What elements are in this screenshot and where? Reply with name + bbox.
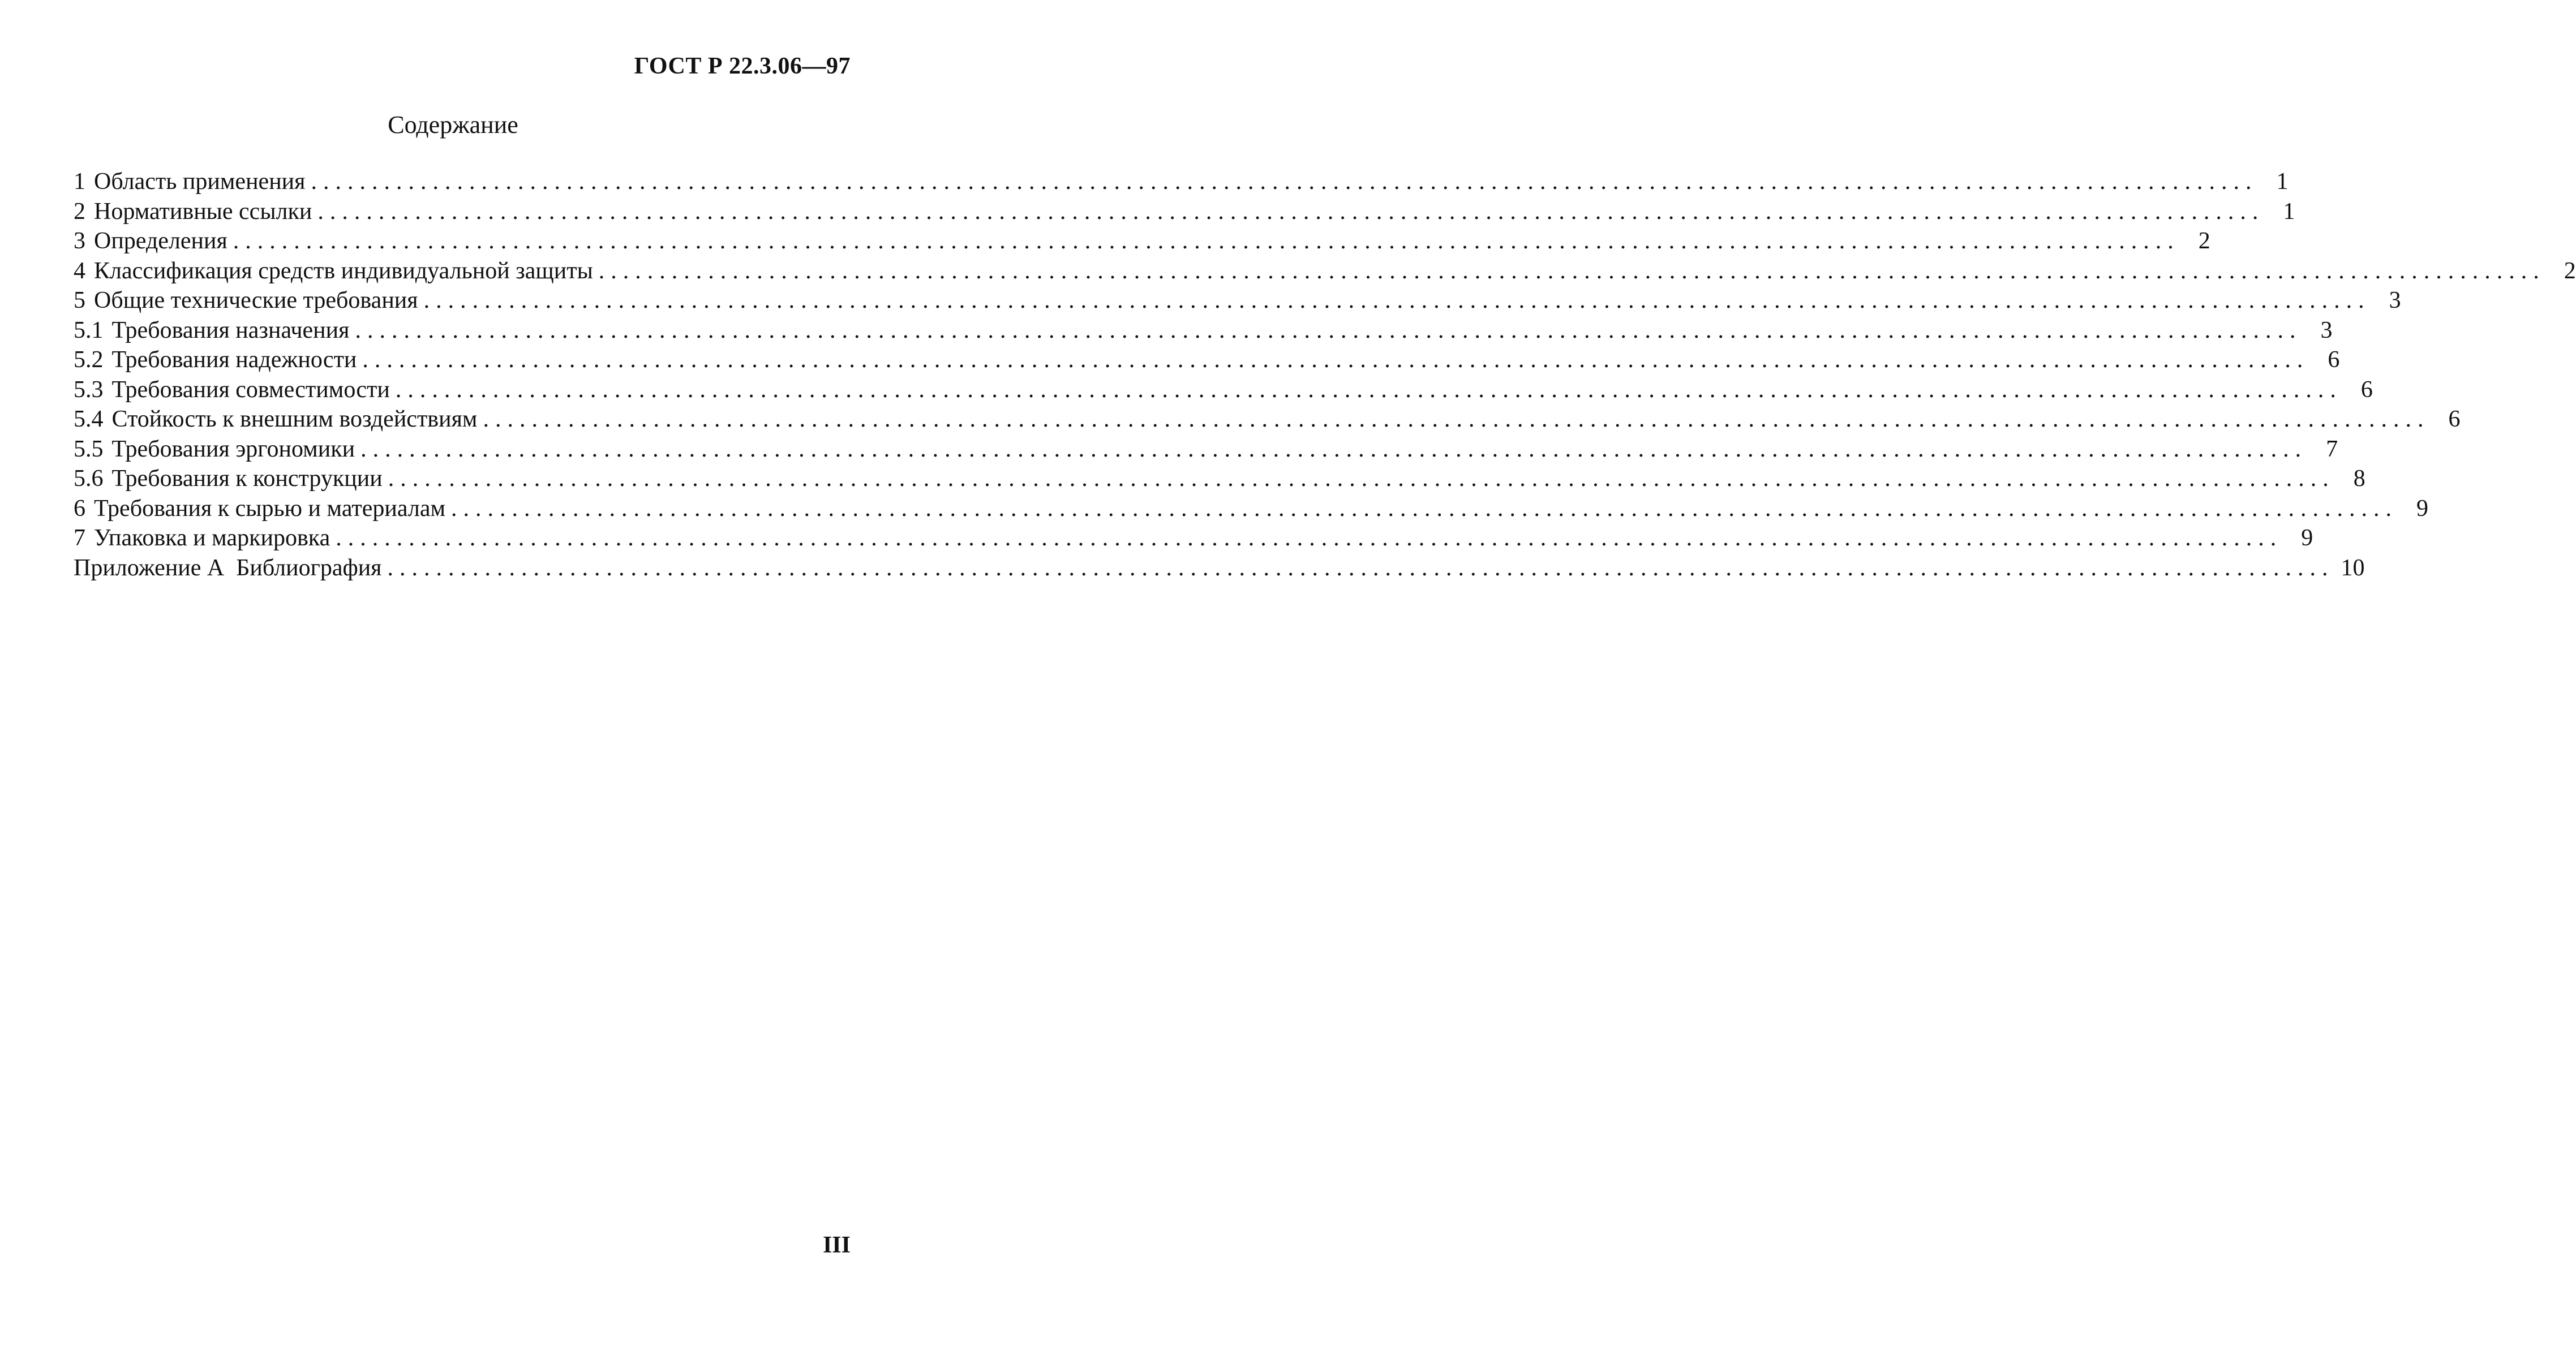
toc-entry-page: 6 [2328, 347, 2340, 373]
toc-entry-number: 5.3 [74, 376, 104, 403]
toc-entry-1[interactable] [74, 168, 2289, 198]
toc-entry-title: Требования совместимости [111, 376, 390, 403]
dot-leader: ................................................................................................................................................................ [451, 495, 2398, 522]
dot-leader: ................................................................................................................................................................ [388, 466, 2335, 492]
toc-entry-number: 6 [74, 495, 85, 522]
toc-heading: Содержание [388, 111, 518, 139]
toc-entry-appendix-a[interactable] [74, 554, 2365, 584]
toc-entry-number: 5.5 [74, 436, 104, 462]
toc-entry-5-1[interactable] [74, 317, 2333, 347]
toc-entry-page: 3 [2320, 317, 2333, 343]
toc-entry-title: Классификация средств индивидуальной защиты [94, 257, 593, 284]
dot-leader: ................................................................................................................................................................ [233, 228, 2180, 254]
page-number: III [822, 1232, 851, 1258]
toc-entry-3[interactable] [74, 227, 2210, 257]
dot-leader: ................................................................................................................................................................ [317, 198, 2265, 225]
toc-entry-number: 2 [74, 198, 85, 225]
dot-leader: ................................................................................................................................................................ [311, 169, 2258, 195]
toc-entry-page: 10 [2341, 554, 2365, 581]
toc-entry-5-2[interactable] [74, 346, 2340, 376]
toc-entry-6[interactable] [74, 495, 2429, 525]
toc-entry-title: Требования назначения [111, 317, 350, 343]
toc-entry-page: 6 [2448, 406, 2461, 432]
toc-entry-title: Общие технические требования [94, 287, 418, 313]
toc-entry-page: 6 [2360, 376, 2373, 403]
toc-entry-number: 7 [74, 525, 85, 551]
toc-entry-title: Область применения [94, 169, 306, 195]
toc-entry-number: 4 [74, 257, 85, 284]
toc-entry-title: Нормативные ссылки [94, 198, 312, 225]
toc-entry-number: 5.4 [74, 406, 104, 432]
toc-entry-number: 3 [74, 228, 85, 254]
toc-entry-5-6[interactable] [74, 465, 2365, 495]
toc-entry-title: Стойкость к внешним воздействиям [111, 406, 478, 432]
toc-entry-page: 1 [2283, 198, 2295, 225]
dot-leader: ................................................................................................................................................................ [423, 287, 2371, 313]
toc-entry-number: 5.6 [74, 466, 104, 492]
toc-entry-title: Требования к конструкции [111, 466, 383, 492]
toc-entry-number: 1 [74, 169, 85, 195]
dot-leader: ................................................................................................................................................................ [360, 436, 2308, 462]
dot-leader: ................................................................................................................................................................ [395, 376, 2342, 403]
toc-entry-title: Требования к сырью и материалам [94, 495, 446, 522]
toc-entry-page: 1 [2276, 169, 2289, 195]
dot-leader: ................................................................................................................................................................ [387, 554, 2334, 581]
toc-entry-5[interactable] [74, 287, 2401, 317]
toc-entry-title: Требования надежности [111, 347, 357, 373]
dot-leader: ................................................................................................................................................................ [483, 406, 2430, 432]
dot-leader: ................................................................................................................................................................ [598, 257, 2545, 284]
dot-leader: ................................................................................................................................................................ [336, 525, 2283, 551]
toc-entry-title: Определения [94, 228, 227, 254]
table-of-contents [74, 168, 2576, 584]
toc-entry-page: 8 [2353, 466, 2365, 492]
dot-leader: ................................................................................................................................................................ [355, 317, 2302, 343]
toc-entry-page: 2 [2564, 257, 2576, 284]
toc-entry-number: 5 [74, 287, 85, 313]
toc-entry-title: Упаковка и маркировка [94, 525, 330, 551]
toc-entry-page: 9 [2301, 525, 2313, 551]
toc-entry-page: 7 [2326, 436, 2338, 462]
toc-entry-5-4[interactable] [74, 406, 2461, 436]
toc-entry-number: 5.2 [74, 347, 104, 373]
toc-entry-title: Приложение А Библиография [74, 554, 382, 581]
document-code: ГОСТ Р 22.3.06—97 [634, 53, 851, 79]
toc-entry-page: 2 [2198, 228, 2210, 254]
toc-entry-title: Требования эргономики [111, 436, 355, 462]
toc-entry-page: 9 [2416, 495, 2429, 522]
dot-leader: ................................................................................................................................................................ [362, 347, 2309, 373]
toc-entry-page: 3 [2389, 287, 2401, 313]
toc-entry-2[interactable] [74, 198, 2295, 228]
toc-entry-4[interactable] [74, 257, 2576, 287]
toc-entry-7[interactable] [74, 524, 2313, 554]
toc-entry-number: 5.1 [74, 317, 104, 343]
toc-entry-5-5[interactable] [74, 436, 2338, 466]
toc-entry-5-3[interactable] [74, 376, 2373, 406]
